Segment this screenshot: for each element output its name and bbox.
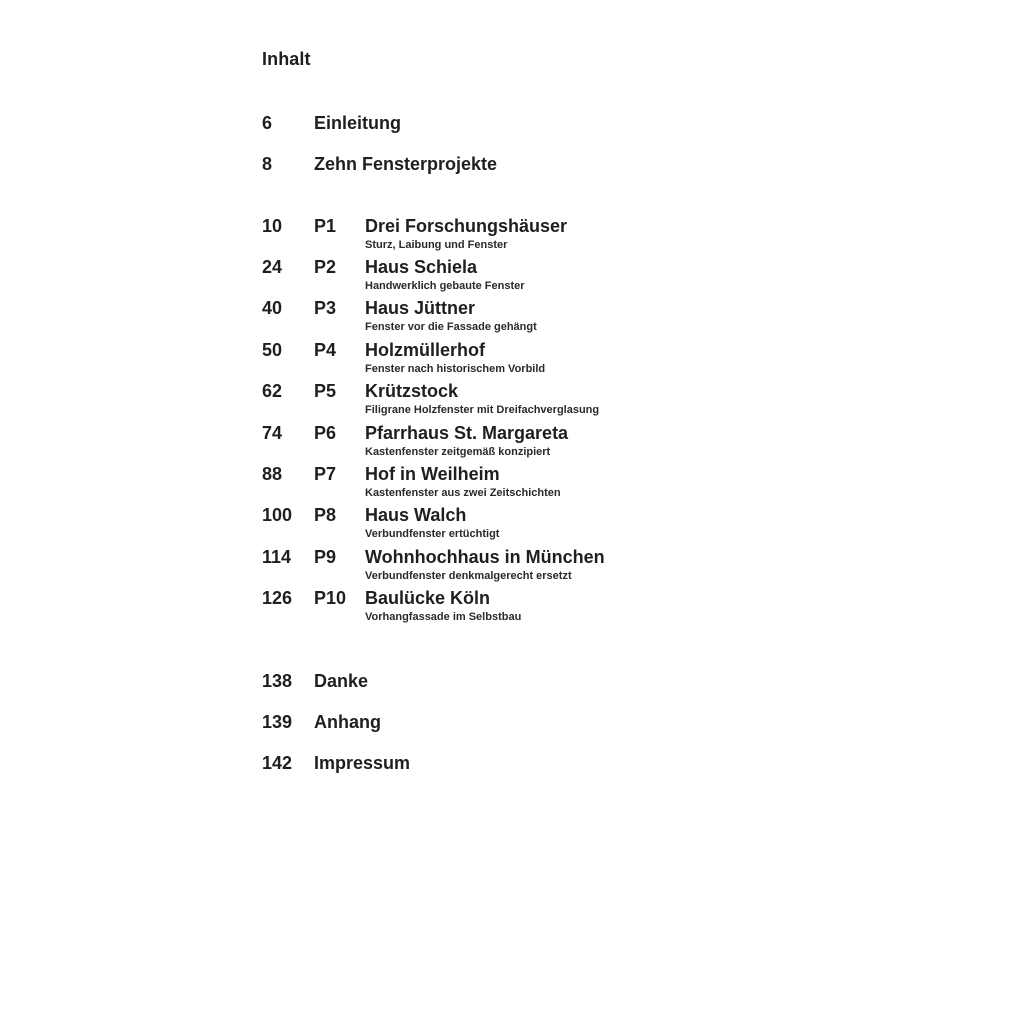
page-number: 40 [262, 298, 283, 318]
project-subtitle: Verbundfenster ertüchtigt [365, 528, 500, 540]
project-code: P2 [314, 257, 337, 277]
project-code: P1 [314, 216, 337, 236]
page-number: 114 [262, 547, 292, 567]
project-subtitle: Filigrane Holzfenster mit Dreifachverglasung [365, 404, 600, 416]
entry-label: Danke [314, 671, 369, 691]
project-title: Haus Jüttner [365, 298, 476, 318]
project-subtitle: Verbundfenster denkmalgerecht ersetzt [365, 570, 572, 582]
project-subtitle: Vorhangfassade im Selbstbau [365, 611, 522, 623]
entry-label: Einleitung [314, 113, 401, 133]
entry-label: Zehn Fensterprojekte [314, 154, 498, 174]
project-subtitle: Sturz, Laibung und Fenster [365, 239, 508, 251]
page-number: 62 [262, 381, 283, 401]
page-number: 142 [262, 753, 293, 773]
page-number: 138 [262, 671, 293, 691]
project-code: P3 [314, 298, 337, 318]
page-number: 139 [262, 712, 293, 732]
project-title: Wohnhochhaus in München [365, 547, 605, 567]
project-code: P8 [314, 505, 337, 525]
project-title: Haus Walch [365, 505, 467, 525]
entry-label: Impressum [314, 753, 411, 773]
page-number: 50 [262, 340, 283, 360]
page-number: 88 [262, 464, 283, 484]
page-title: Inhalt [262, 49, 311, 69]
project-subtitle: Kastenfenster zeitgemäß konzipiert [365, 446, 551, 458]
project-subtitle: Fenster vor die Fassade gehängt [365, 321, 537, 333]
page-number: 24 [262, 257, 283, 277]
project-title: Drei Forschungshäuser [365, 216, 568, 236]
project-code: P5 [314, 381, 337, 401]
project-code: P6 [314, 423, 337, 443]
project-title: Pfarrhaus St. Margareta [365, 423, 569, 443]
project-subtitle: Kastenfenster aus zwei Zeitschichten [365, 487, 561, 499]
entry-label: Anhang [314, 712, 381, 732]
project-subtitle: Fenster nach historischem Vorbild [365, 363, 546, 375]
page-number: 126 [262, 588, 293, 608]
project-title: Holzmüllerhof [365, 340, 485, 360]
project-title: Baulücke Köln [365, 588, 491, 608]
page-number: 8 [262, 154, 273, 174]
page-number: 100 [262, 505, 293, 525]
project-title: Haus Schiela [365, 257, 478, 277]
project-code: P4 [314, 340, 337, 360]
project-title: Hof in Weilheim [365, 464, 500, 484]
project-code: P10 [314, 588, 347, 608]
page-number: 10 [262, 216, 283, 236]
project-code: P7 [314, 464, 337, 484]
project-code: P9 [314, 547, 337, 567]
project-title: Krützstock [365, 381, 459, 401]
page-number: 74 [262, 423, 283, 443]
page-number: 6 [262, 113, 273, 133]
project-subtitle: Handwerklich gebaute Fenster [365, 280, 525, 292]
